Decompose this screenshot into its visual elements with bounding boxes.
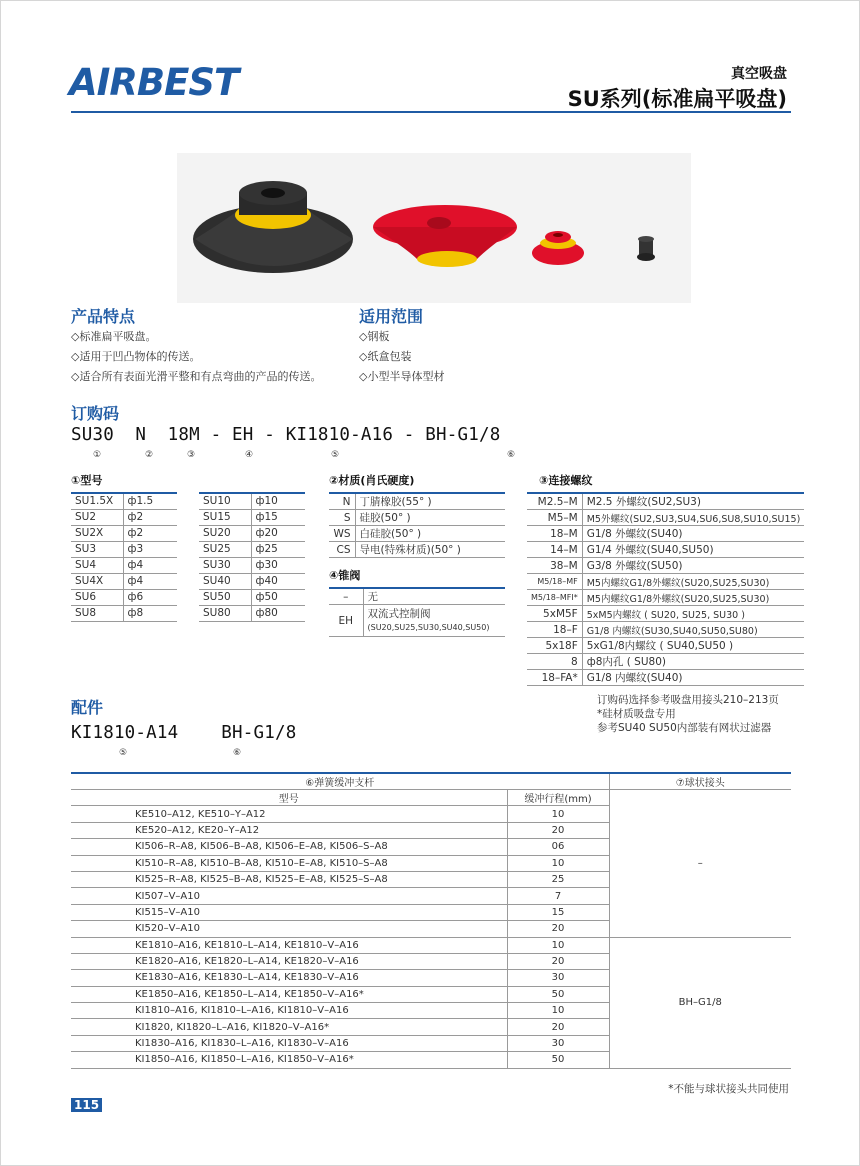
model-code: SU4 (71, 557, 123, 573)
buffer-model: KE1830–A16, KE1830–L–A14, KE1830–V–A16 (71, 970, 507, 986)
table-row (71, 573, 177, 589)
col-stroke: 缓冲行程(mm) (507, 790, 609, 806)
model-code: SU15 (199, 509, 251, 525)
buffer-table-title: ⑥弹簧缓冲支杆 (71, 773, 609, 790)
series-title: SU系列(标准扁平吸盘) (567, 87, 787, 111)
buffer-stroke: 20 (507, 953, 609, 969)
valve-table (329, 587, 505, 637)
table-header-row (71, 773, 791, 790)
material-desc: 白硅胶(50° ) (355, 526, 505, 542)
buffer-model: KE520–A12, KE20–Y–A12 (71, 822, 507, 838)
model-diameter: ф2 (123, 525, 177, 541)
model-diameter: ф30 (251, 557, 305, 573)
buffer-stroke: 25 (507, 871, 609, 887)
table-row (527, 574, 804, 590)
thread-desc: G1/8 内螺纹(SU40) (582, 670, 804, 686)
ball-joint-group1: – (609, 790, 791, 938)
valve-desc: 双流式控制阀 (367, 607, 431, 620)
buffer-stroke: 10 (507, 855, 609, 871)
model-code: SU30 (199, 557, 251, 573)
thread-table (527, 492, 804, 686)
table-row (527, 622, 804, 638)
table-row (71, 541, 177, 557)
table-row (199, 605, 305, 621)
material-code: N (329, 493, 355, 510)
thread-note: 参考SU40 SU50内部装有网状过滤器 (597, 722, 772, 734)
buffer-stroke: 15 (507, 904, 609, 920)
table-row (329, 605, 505, 637)
buffer-model: KE1810–A16, KE1810–L–A14, KE1810–V–A16 (71, 937, 507, 953)
table-header-row (71, 790, 791, 806)
model-diameter: ф4 (123, 557, 177, 573)
model-code: SU6 (71, 589, 123, 605)
table-row (527, 590, 804, 606)
thread-code: 18–F (527, 622, 582, 638)
header-divider (71, 111, 791, 113)
thread-code: M5/18–MFI* (527, 590, 582, 606)
table-row (527, 638, 804, 654)
table-row (71, 605, 177, 621)
table-row (527, 654, 804, 670)
table-row (71, 525, 177, 541)
table-row (71, 937, 791, 953)
model-diameter: ф3 (123, 541, 177, 557)
features-list (71, 327, 321, 387)
order-marker-4: ④ (245, 450, 254, 460)
thread-table-title: ③连接螺纹 (539, 474, 593, 487)
buffer-model: KI1810–A16, KI1810–L–A16, KI1810–V–A16 (71, 1003, 507, 1019)
buffer-model: KI507–V–A10 (71, 888, 507, 904)
table-row (199, 557, 305, 573)
material-code: CS (329, 542, 355, 558)
model-code: SU80 (199, 605, 251, 621)
thread-desc: G1/4 外螺纹(SU40,SU50) (582, 542, 804, 558)
buffer-model: KE510–A12, KE510–Y–A12 (71, 806, 507, 822)
thread-desc: M5内螺纹G1/8外螺纹(SU20,SU25,SU30) (582, 590, 804, 606)
thread-desc: G3/8 外螺纹(SU50) (582, 558, 804, 574)
usage-item: ◇钢板 (359, 330, 390, 343)
material-table-title: ②材质(肖氏硬度) (329, 474, 415, 487)
material-desc: 导电(特殊材质)(50° ) (355, 542, 505, 558)
model-diameter: ф25 (251, 541, 305, 557)
valve-desc-models: (SU20,SU25,SU30,SU40,SU50) (367, 622, 490, 632)
thread-desc: 5xM5内螺纹 ( SU20, SU25, SU30 ) (582, 606, 804, 622)
thread-code: M5/18–MF (527, 574, 582, 590)
buffer-stroke: 20 (507, 822, 609, 838)
col-model: 型号 (71, 790, 507, 806)
buffer-stroke: 30 (507, 970, 609, 986)
model-code: SU10 (199, 493, 251, 509)
thread-code: 18–M (527, 526, 582, 542)
order-marker-1: ① (93, 450, 102, 460)
model-diameter: ф20 (251, 525, 305, 541)
usage-list (359, 327, 444, 387)
model-table-right (199, 492, 305, 622)
order-title: 订购码 (71, 404, 120, 423)
order-code: SU30 N 18M - EH - KI1810-A16 - BH-G1/8 (71, 425, 501, 445)
model-diameter: ф10 (251, 493, 305, 509)
feature-item: ◇适合所有表面光滑平整和有点弯曲的产品的传送。 (71, 370, 322, 383)
buffer-stroke: 06 (507, 839, 609, 855)
material-desc: 硅胶(50° ) (355, 510, 505, 526)
buffer-model: KE1820–A16, KE1820–L–A14, KE1820–V–A16 (71, 953, 507, 969)
buffer-model: KI1850–A16, KI1850–L–A16, KI1850–V–A16* (71, 1052, 507, 1068)
suction-cups-image (177, 153, 691, 303)
model-code: SU8 (71, 605, 123, 621)
model-code: SU3 (71, 541, 123, 557)
ball-joint-group2: BH–G1/8 (609, 937, 791, 1068)
model-code: SU4X (71, 573, 123, 589)
valve-desc: 无 (363, 588, 505, 605)
table-row (527, 526, 804, 542)
buffer-stroke: 10 (507, 937, 609, 953)
product-photo (177, 153, 691, 303)
buffer-model: KI506–R–A8, KI506–B–A8, KI506–E–A8, KI506–S–A8 (71, 839, 507, 855)
feature-item: ◇标准扁平吸盘。 (71, 330, 157, 343)
buffer-stroke: 20 (507, 1019, 609, 1035)
thread-notes (597, 693, 779, 735)
accessories-code: KI1810-A14 BH-G1/8 (71, 723, 297, 743)
buffer-model: KI515–V–A10 (71, 904, 507, 920)
category-label: 真空吸盘 (731, 66, 787, 82)
accessory-marker-5: ⑤ (119, 748, 128, 758)
thread-code: 5xM5F (527, 606, 582, 622)
model-table-left (71, 492, 177, 622)
table-row (527, 670, 804, 686)
valve-code: EH (329, 605, 363, 637)
table-row (199, 509, 305, 525)
buffer-model: KI520–V–A10 (71, 921, 507, 937)
table-row (329, 493, 505, 510)
thread-note: 订购码选择参考吸盘用接头210–213页 (597, 694, 779, 706)
valve-table-title: ④锥阀 (329, 569, 361, 582)
order-marker-2: ② (145, 450, 154, 460)
buffer-stroke: 10 (507, 1003, 609, 1019)
table-row (71, 509, 177, 525)
buffer-stroke: 50 (507, 986, 609, 1002)
model-diameter: ф1.5 (123, 493, 177, 509)
table-row (527, 493, 804, 510)
features-title: 产品特点 (71, 307, 136, 326)
thread-note: *硅材质吸盘专用 (597, 708, 676, 720)
table-row (71, 557, 177, 573)
model-code: SU20 (199, 525, 251, 541)
buffer-model: KI510–R–A8, KI510–B–A8, KI510–E–A8, KI510–S–A8 (71, 855, 507, 871)
buffer-stroke: 20 (507, 921, 609, 937)
buffer-stroke: 10 (507, 806, 609, 822)
material-table (329, 492, 505, 558)
table-row (329, 510, 505, 526)
model-diameter: ф15 (251, 509, 305, 525)
model-diameter: ф40 (251, 573, 305, 589)
model-table-title: ①型号 (71, 474, 103, 487)
thread-desc: M5外螺纹(SU2,SU3,SU4,SU6,SU8,SU10,SU15) (582, 510, 804, 526)
table-row (329, 588, 505, 605)
feature-item: ◇适用于凹凸物体的传送。 (71, 350, 201, 363)
model-code: SU25 (199, 541, 251, 557)
model-code: SU2X (71, 525, 123, 541)
thread-desc: M2.5 外螺纹(SU2,SU3) (582, 493, 804, 510)
order-marker-3: ③ (187, 450, 196, 460)
table-row (527, 606, 804, 622)
usage-item: ◇小型半导体型材 (359, 370, 445, 383)
usage-item: ◇纸盒包装 (359, 350, 412, 363)
brand-logo: AIRBEST (69, 61, 239, 104)
ball-joint-title: ⑦球状接头 (609, 773, 791, 790)
table-row (199, 573, 305, 589)
table-row (527, 558, 804, 574)
table-row (199, 589, 305, 605)
footnote: *不能与球状接头共同使用 (668, 1083, 789, 1095)
valve-desc-cell (363, 605, 505, 637)
thread-desc: G1/8 外螺纹(SU40) (582, 526, 804, 542)
buffer-model: KI525–R–A8, KI525–B–A8, KI525–E–A8, KI525–S–A8 (71, 871, 507, 887)
model-code: SU40 (199, 573, 251, 589)
thread-code: M2.5–M (527, 493, 582, 510)
model-diameter: ф6 (123, 589, 177, 605)
model-diameter: ф2 (123, 509, 177, 525)
thread-code: 8 (527, 654, 582, 670)
model-code: SU2 (71, 509, 123, 525)
buffer-table (71, 772, 791, 1069)
material-code: WS (329, 526, 355, 542)
accessories-title: 配件 (71, 698, 104, 717)
thread-code: 5x18F (527, 638, 582, 654)
accessory-marker-6: ⑥ (233, 748, 242, 758)
thread-desc: M5内螺纹G1/8外螺纹(SU20,SU25,SU30) (582, 574, 804, 590)
usage-title: 适用范围 (359, 307, 424, 326)
model-diameter: ф50 (251, 589, 305, 605)
table-row (527, 510, 804, 526)
table-row (71, 493, 177, 509)
order-marker-5: ⑤ (331, 450, 340, 460)
page-number: 115 (71, 1098, 102, 1112)
thread-desc: G1/8 内螺纹(SU30,SU40,SU50,SU80) (582, 622, 804, 638)
table-row (199, 525, 305, 541)
table-row (199, 493, 305, 509)
table-row (329, 542, 505, 558)
thread-code: 18–FA* (527, 670, 582, 686)
thread-code: M5–M (527, 510, 582, 526)
buffer-stroke: 30 (507, 1035, 609, 1051)
valve-code: – (329, 588, 363, 605)
buffer-model: KI1830–A16, KI1830–L–A16, KI1830–V–A16 (71, 1035, 507, 1051)
table-row (329, 526, 505, 542)
thread-desc: 5xG1/8内螺纹 ( SU40,SU50 ) (582, 638, 804, 654)
model-code: SU50 (199, 589, 251, 605)
thread-code: 14–M (527, 542, 582, 558)
buffer-model: KI1820, KI1820–L–A16, KI1820–V–A16* (71, 1019, 507, 1035)
table-row (199, 541, 305, 557)
order-marker-6: ⑥ (507, 450, 516, 460)
model-code: SU1.5X (71, 493, 123, 509)
material-desc: 丁腈橡胶(55° ) (355, 493, 505, 510)
thread-desc: ф8内孔 ( SU80) (582, 654, 804, 670)
model-diameter: ф4 (123, 573, 177, 589)
buffer-stroke: 7 (507, 888, 609, 904)
buffer-model: KE1850–A16, KE1850–L–A14, KE1850–V–A16* (71, 986, 507, 1002)
material-code: S (329, 510, 355, 526)
model-diameter: ф8 (123, 605, 177, 621)
buffer-stroke: 50 (507, 1052, 609, 1068)
thread-code: 38–M (527, 558, 582, 574)
table-row (527, 542, 804, 558)
model-diameter: ф80 (251, 605, 305, 621)
table-row (71, 589, 177, 605)
